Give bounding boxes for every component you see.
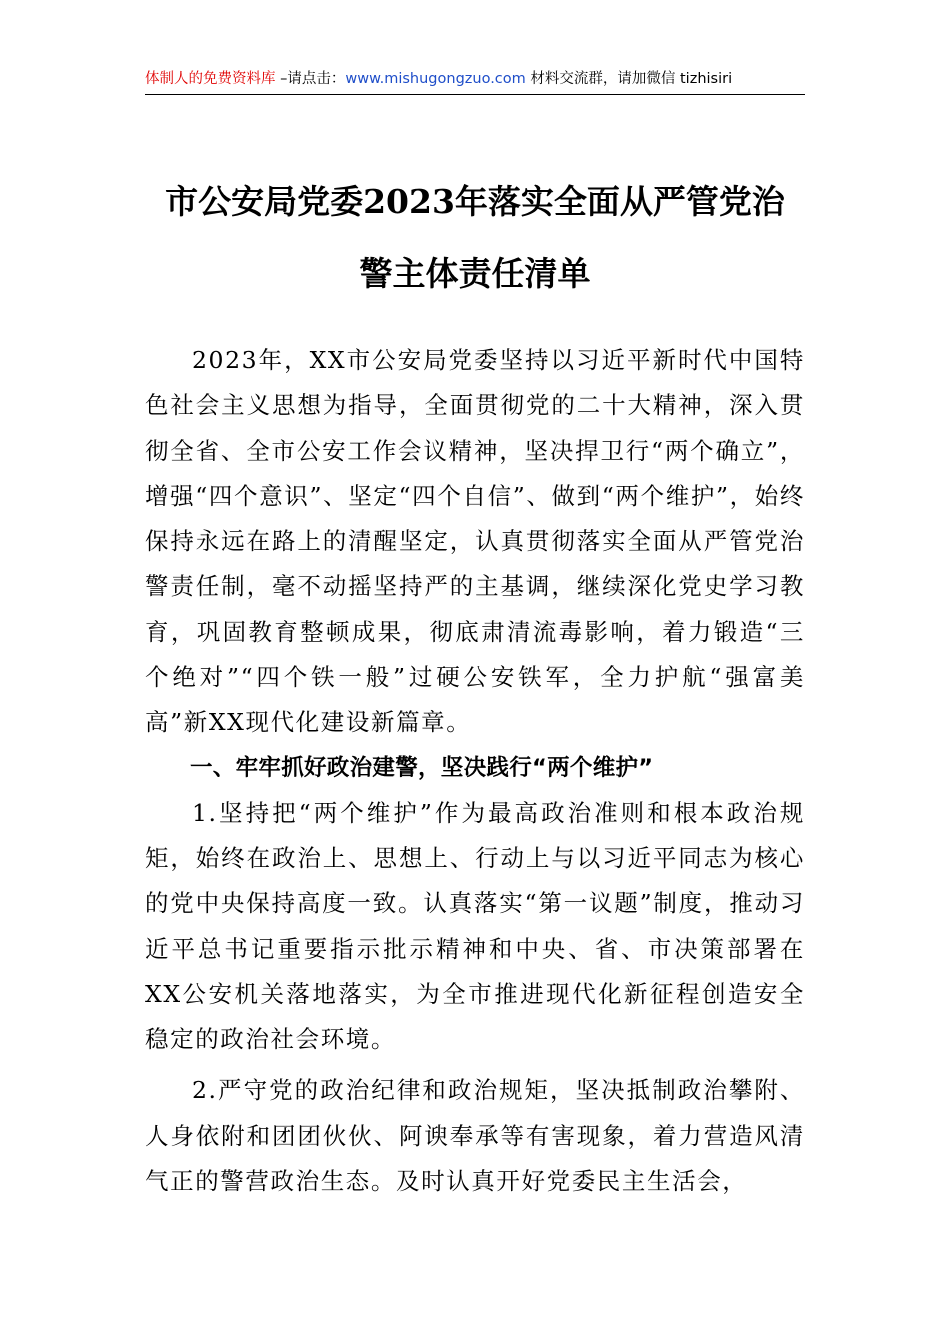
item-1-paragraph: 1.坚持把“两个维护”作为最高政治准则和根本政治规矩，始终在政治上、思想上、行动上与以习近平同志为核心的党中央保持高度一致。认真落实“第一议题”制度，推动习近平总书记重要指示批示精神和中央、省、市决策部署在XX公安机关落地落实，为全市推进现代化新征程创造安全稳定的政治社会环境。 bbox=[145, 798, 805, 1054]
document-title-line-1: 市公安局党委2023年落实全面从严管党治 bbox=[165, 182, 785, 221]
header-prompt: –请点击： bbox=[275, 71, 346, 87]
document-title-line-2: 警主体责任清单 bbox=[359, 254, 591, 293]
header-site-name: 体制人的免费资料库 bbox=[145, 71, 276, 87]
section-1-heading: 一、牢牢抓好政治建警，坚决践行“两个维护” bbox=[190, 754, 654, 781]
page-header bbox=[145, 68, 805, 95]
document-body bbox=[145, 338, 805, 1204]
item-2-paragraph: 2.严守党的政治纪律和政治规矩，坚决抵制政治攀附、人身依附和团团伙伙、阿谀奉承等有害现象，着力营造风清气正的警营政治生态。及时认真开好党委民主生活会， bbox=[145, 1076, 805, 1196]
header-note: 材料交流群，请加微信 tizhisiri bbox=[525, 71, 733, 87]
intro-paragraph: 2023年，XX市公安局党委坚持以习近平新时代中国特色社会主义思想为指导，全面贯彻党的二十大精神，深入贯彻全省、全市公安工作会议精神，坚决捍卫行“两个确立”，增强“四个意识”、坚定“四个自信”、做到“两个维护”，始终保持永远在路上的清醒坚定，认真贯彻落实全面从严管党治警责任制，毫不动摇坚持严的主基调，继续深化党史学习教育，巩固教育整顿成果，彻底肃清流毒影响，着力锻造“三个绝对”“四个铁一般”过硬公安铁军，全力护航“强富美高”新XX现代化建设新篇章。 bbox=[145, 346, 805, 737]
header-url-link[interactable]: www.mishugongzuo.com bbox=[345, 71, 526, 87]
